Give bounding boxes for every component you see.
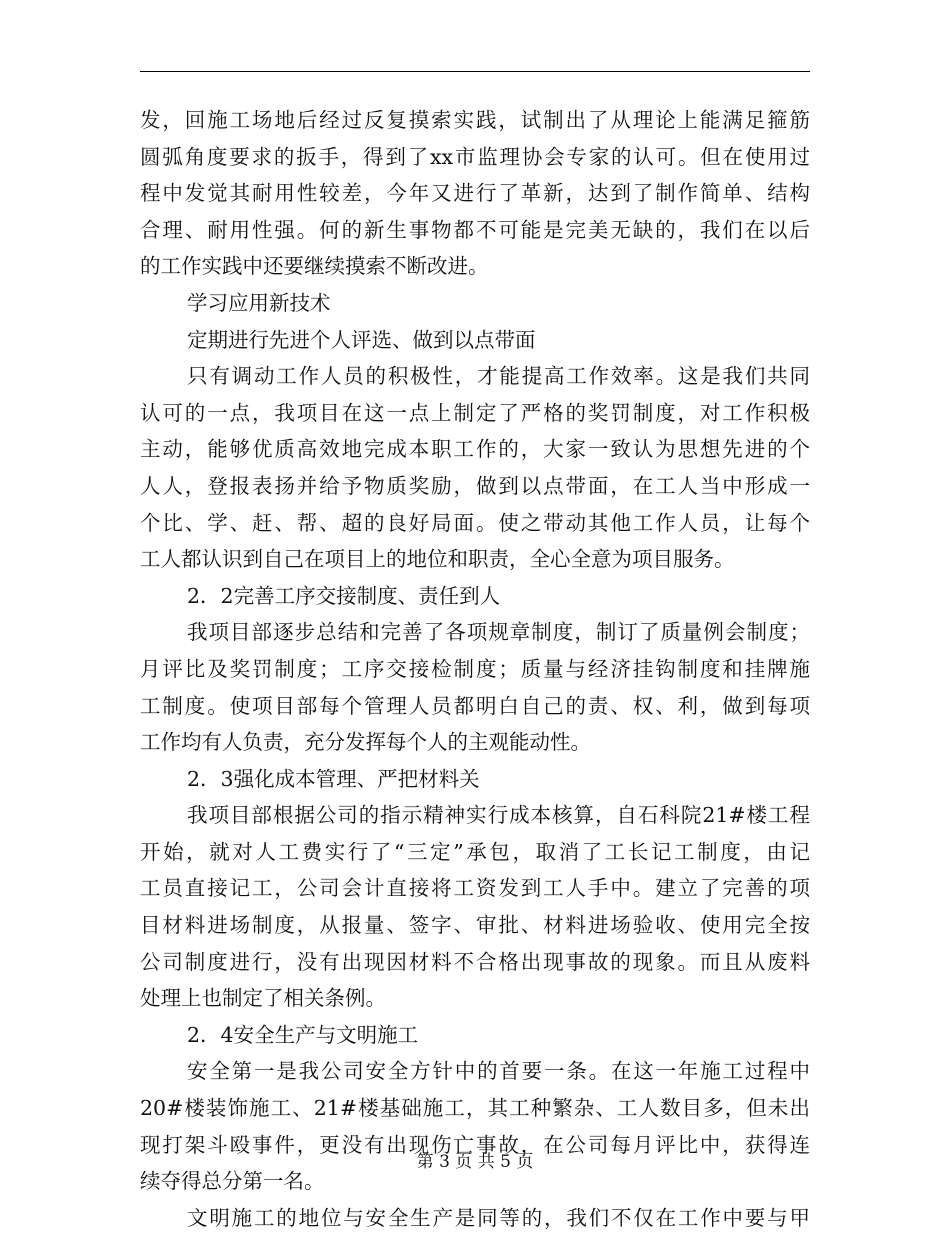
- text-line: 2．2完善工序交接制度、责任到人: [187, 583, 501, 608]
- document-body: [140, 102, 810, 1236]
- page-number: 第 3 页 共 5 页: [416, 1152, 534, 1172]
- text-line: 安全第一是我公司安全方针中的首要一条。在这一年施工过程中: [187, 1059, 810, 1084]
- text-line: 工制度。使项目部每个管理人员都明白自己的责、权、利，做到每项: [140, 693, 810, 718]
- text-line: 处理上也制定了相关条例。: [140, 986, 386, 1011]
- text-line: 现打架斗殴事件，更没有出现伤亡事故，在公司每月评比中，获得连: [140, 1132, 810, 1157]
- text-line: 圆弧角度要求的扳手，得到了xx市监理协会专家的认可。但在使用过: [140, 144, 810, 169]
- text-line: 20#楼装饰施工、21#楼基础施工，其工种繁杂、工人数目多，但未出: [140, 1096, 810, 1121]
- text-line: 我项目部根据公司的指示精神实行成本核算，自石科院21#楼工程: [187, 803, 810, 828]
- text-line: 主动，能够优质高效地完成本职工作的，大家一致认为思想先进的个: [140, 437, 810, 462]
- text-line: 学习应用新技术: [187, 290, 331, 315]
- text-line: 的工作实践中还要继续摸索不断改进。: [140, 254, 489, 279]
- text-line: 合理、耐用性强。何的新生事物都不可能是完美无缺的，我们在以后: [140, 217, 810, 242]
- text-line: 文明施工的地位与安全生产是同等的，我们不仅在工作中要与甲: [187, 1205, 810, 1230]
- text-line: 我项目部逐步总结和完善了各项规章制度，制订了质量例会制度；: [187, 620, 810, 645]
- text-line: 2．4安全生产与文明施工: [187, 1022, 419, 1047]
- header-rule: [140, 71, 810, 72]
- text-line: 2．3强化成本管理、严把材料关: [187, 766, 480, 791]
- text-line: 程中发觉其耐用性较差，今年又进行了革新，达到了制作简单、结构: [140, 181, 810, 206]
- text-line: 工作均有人负责，充分发挥每个人的主观能动性。: [140, 730, 591, 755]
- text-line: 续夺得总分第一名。: [140, 1169, 325, 1194]
- text-line: 发，回施工场地后经过反复摸索实践，试制出了从理论上能满足箍筋: [140, 108, 810, 132]
- text-line: 公司制度进行，没有出现因材料不合格出现事故的现象。而且从废料: [140, 949, 810, 974]
- text-line: 认可的一点，我项目在这一点上制定了严格的奖罚制度，对工作积极: [140, 400, 810, 425]
- text-line: 开始，就对人工费实行了“三定”承包，取消了工长记工制度，由记: [140, 839, 810, 864]
- text-line: 工员直接记工，公司会计直接将工资发到工人手中。建立了完善的项: [140, 876, 810, 901]
- text-line: 工人都认识到自己在项目上的地位和职责，全心全意为项目服务。: [140, 547, 735, 572]
- text-line: 定期进行先进个人评选、做到以点带面: [187, 327, 536, 352]
- text-line: 目材料进场制度，从报量、签字、审批、材料进场验收、使用完全按: [140, 913, 810, 938]
- text-line: 个比、学、赶、帮、超的良好局面。使之带动其他工作人员，让每个: [140, 510, 810, 535]
- text-line: 人人，登报表扬并给予物质奖励，做到以点带面，在工人当中形成一: [140, 473, 810, 498]
- text-line: 月评比及奖罚制度；工序交接检制度；质量与经济挂钩制度和挂牌施: [140, 656, 810, 681]
- text-line: 只有调动工作人员的积极性，才能提高工作效率。这是我们共同: [187, 364, 810, 389]
